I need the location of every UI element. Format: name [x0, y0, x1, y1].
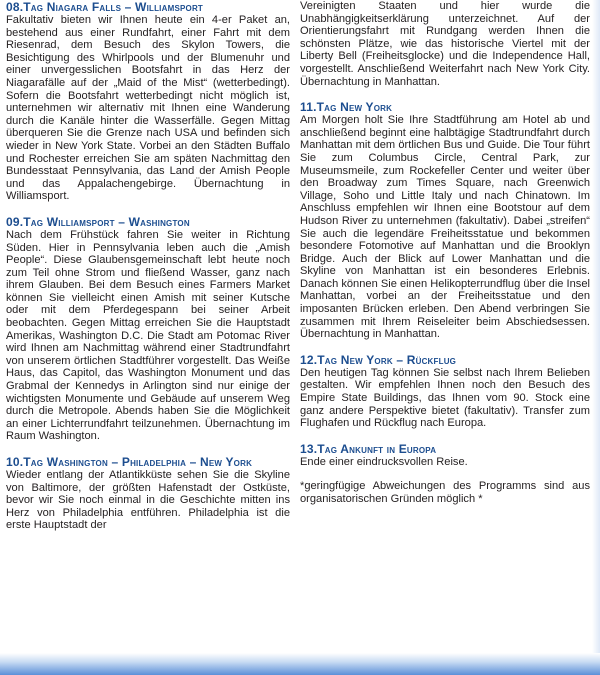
- day-10-section: [6, 455, 290, 532]
- day-08-text: Fakultativ bieten wir Ihnen heute ein 4-er Paket an, bestehend aus einer Rundfahrt, einer Fahrt mit dem Riesenrad, dem Besuch des Skylon Towers, die Besichtigung des Whirlpools und der Blumenuhr und einer unvergesslichen Bootsfahrt in das Herz der Niagarafälle auf der „Maid of the Mist“ (wetterbedingt). Sofern die Bootsfahrt wetterbedingt nicht möglich ist, unternehmen wir alternativ mit Ihnen eine Wanderung durch die Kanäle hinter die Wasserfälle. Gegen Mittag überqueren Sie die Grenze nach USA und befinden sich wieder in New York State. Vorbei an den Städten Buffalo und Rochester erreichen Sie am späten Nachmittag den Bundesstaat Pennsylvania, das Land der Amish People und das Appalachengebirge. Übernachtung in Williamsport.: [6, 14, 290, 203]
- day-09-section: [6, 215, 290, 443]
- day-10-text: Wieder entlang der Atlantikküste sehen Sie die Skyline von Baltimore, der größten Hafenstadt der Ostküste, bevor wir Sie noch einmal in die Geschichte mitten ins Herz von Philadelphia entführen. Philadelphia ist die erste Hauptstadt der: [6, 469, 290, 532]
- day-11-text: Am Morgen holt Sie Ihre Stadtführung am Hotel ab und anschließend beginnt eine halbtägige Stadtrundfahrt durch Manhattan mit dem örtlichen Bus und Guide. Die Tour führt Sie zum Columbus Circle, Central Park, zur Museumsmeile, zum Rockefeller Center und weiter über den Broadway zum Times Square, nach Greenwich Village, Soho und Little Italy und nach Chinatown. Im Anschluss empfehlen wir Ihnen eine Bootstour auf dem Hudson River zu unternehmen (fakultativ). Dabei „streifen“ Sie auch die legendäre Freiheitsstatue und bekommen besondere Fotomotive auf Manhattan und die Brooklyn Bridge. Auch der Blick auf Lower Manhattan und die Skyline von Manhattan ist ein besonderes Erlebnis. Danach können Sie einen Helikopterrundflug über die Insel Manhattan, vorbei an der Freiheitsstatue und den imposanten Brücken erleben. Den Abend verbringen Sie zusammen mit Ihrem Reiseleiter beim Abschiedsessen. Übernachtung in Manhattan.: [300, 114, 590, 341]
- day-12-heading: 12.Tag New York – Rückflug: [300, 352, 457, 367]
- day-13-heading: 13.Tag Ankunft in Europa: [300, 441, 437, 456]
- day-13-section: [300, 442, 590, 469]
- decorative-edge: [592, 0, 600, 675]
- day-10-continued-section: [300, 0, 590, 88]
- left-column: [6, 0, 290, 544]
- day-10-continued-text: Vereinigten Staaten und hier wurde die Unabhängigkeitserklärung unterzeichnet. Auf der Orientierungsfahrt mit Rundgang werden Ihnen die schönsten Plätze, wie das historische Viertel mit der Liberty Bell (Freiheitsglocke) und die Independence Hall, vorgestellt. Anschließend Weiterfahrt nach New York City. Übernachtung in Manhattan.: [300, 0, 590, 88]
- day-09-text: Nach dem Frühstück fahren Sie weiter in Richtung Süden. Hier in Pennsylvania leben auch die „Amish People“. Diese Glaubensgemeinschaft lebt heute noch zum Teil ohne Strom und fließend Wasser, ganz nach ihrem Glauben. Bei dem Besuch eines Farmers Market können Sie vielleicht einen Amish mit seiner Kutsche oder mit dem Pferdegespann bei seiner Arbeit beobachten. Gegen Mittag erreichen Sie die Hauptstadt Amerikas, Washington D.C. Die Stadt am Potomac River wird Ihnen am Nachmittag während einer Stadtrundfahrt von unserem örtlichen Stadtführer vorgestellt. Das Weiße Haus, das Capitol, das Washington Monument und das Grabmal der Kennedys in Arlington sind nur einige der wichtigsten Monumente und Gebäude auf unserem Weg durch die Metropole. Abends haben Sie die Möglichkeit an einer Lichterrundfahrt teilzunehmen. Übernachtung im Raum Washington.: [6, 228, 290, 443]
- day-09-heading: 09.Tag Williamsport – Washington: [6, 214, 190, 229]
- day-11-section: [300, 100, 590, 341]
- right-column: [300, 0, 590, 517]
- day-12-section: [300, 353, 590, 430]
- day-11-heading: 11.Tag New York: [300, 100, 393, 115]
- day-10-heading: 10.Tag Washington – Philadelphia – New York: [6, 455, 253, 469]
- day-08-heading: 08.Tag Niagara Falls – Williamsport: [6, 0, 204, 14]
- day-13-text: Ende einer eindrucksvollen Reise.: [300, 455, 468, 468]
- day-12-text: Den heutigen Tag können Sie selbst nach Ihrem Belieben gestalten. Wir empfehlen Ihnen noch den Besuch des Empire State Buildings, das Ihnen vom 90. Stock eine ganz andere Perspektive bietet (fakultativ). Transfer zum Flughafen und Rückflug nach Europa.: [300, 366, 590, 430]
- day-08-section: [6, 0, 290, 203]
- disclaimer-note: *geringfügige Abweichungen des Programms sind aus organisatorischen Gründen möglich *: [300, 480, 590, 505]
- decorative-footer-band: [0, 653, 600, 675]
